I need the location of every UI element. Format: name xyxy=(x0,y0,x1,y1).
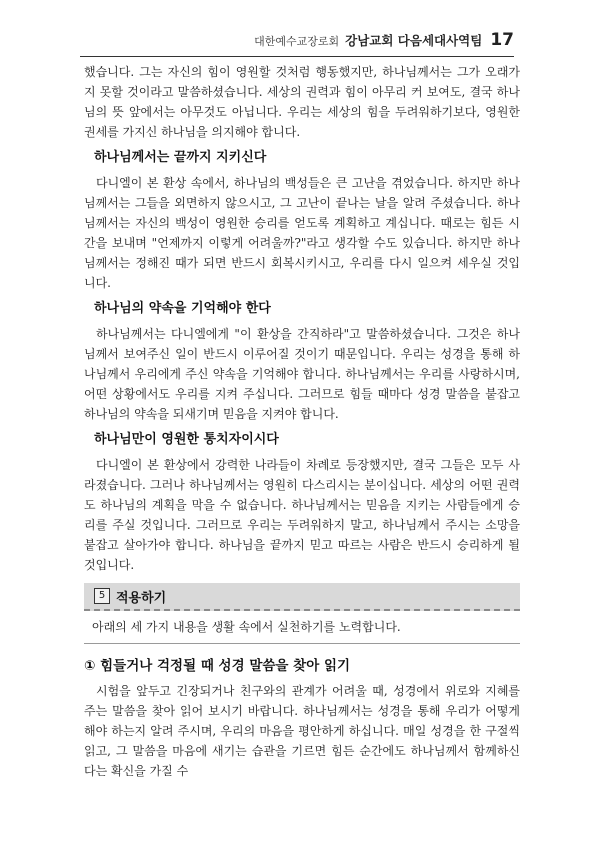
team-name: 강남교회 다음세대사역팀 xyxy=(345,33,483,48)
apply-section-number: 5 xyxy=(94,588,110,604)
section-paragraph-protect: 다니엘이 본 환상 속에서, 하나님의 백성들은 큰 고난을 겪었습니다. 하지만 하나님께서는 그들을 외면하지 않으시고, 그 고난이 끝나는 날을 알려 주셨습니다. 하나님께서는 자신의 백성이 영원한 승리를 얻도록 계획하고 계십니다. 때로는 힘든 시간을 보내며 "언제까지 이렇게 어려울까?"라고 생각할 수도 있습니다. 하지만 하나님께서는 정해진 때가 되면 반드시 회복시키시고, 우리를 다시 일으켜 세우실 것입니다. xyxy=(84,176,520,290)
section-paragraph-ruler: 다니엘이 본 환상에서 강력한 나라들이 차례로 등장했지만, 결국 그들은 모두 사라졌습니다. 그러나 하나님께서는 영원히 다스리시는 분이십니다. 세상의 어떤 권력도 하나님의 계획을 막을 수 없습니다. 하나님께서는 믿음을 지키는 사람들에게 승리를 주실 것입니다. 그러므로 우리는 두려워하지 말고, 하나님께서 주시는 소망을 붙잡고 살아가야 합니다. 하나님을 끝까지 믿고 따르는 사람은 반드시 승리하게 될 것입니다. xyxy=(84,458,520,572)
apply-item-1-heading: ① 힘들거나 걱정될 때 성경 말씀을 찾아 읽기 xyxy=(84,658,351,674)
apply-section-title: 적용하기 xyxy=(116,590,167,606)
section-heading-ruler: 하나님만이 영원한 통치자이시다 xyxy=(94,432,279,447)
page-number: 17 xyxy=(490,30,514,50)
intro-paragraph: 했습니다. 그는 자신의 힘이 영원할 것처럼 행동했지만, 하나님께서는 그가 오래가지 못할 것이라고 말씀하셨습니다. 세상의 권력과 힘이 아무리 커 보여도, 결국 하나님의 뜻 앞에서는 아무것도 아닙니다. 우리는 세상의 힘을 두려워하기보다, 영원한 권세를 가지신 하나님을 의지해야 합니다. xyxy=(84,65,520,139)
section-heading-protect: 하나님께서는 끝까지 지키신다 xyxy=(94,150,267,165)
section-heading-promise: 하나님의 약속을 기억해야 한다 xyxy=(94,301,271,316)
page-header xyxy=(80,30,514,57)
page-content xyxy=(84,62,520,781)
apply-intro-text: 아래의 세 가지 내용을 생활 속에서 실천하기를 노력합니다. xyxy=(84,611,520,644)
section-paragraph-promise: 하나님께서는 다니엘에게 "이 환상을 간직하라"고 말씀하셨습니다. 그것은 하나님께서 보여주신 일이 반드시 이루어질 것이기 때문입니다. 우리는 성경을 통해 하나님께서 우리에게 주신 약속을 기억해야 합니다. 하나님께서는 우리를 사랑하시며, 어떤 상황에서도 우리를 지켜 주십니다. 그러므로 힘들 때마다 성경 말씀을 붙잡고 하나님의 약속을 되새기며 믿음을 지켜야 합니다. xyxy=(84,327,520,421)
church-name: 대한예수교장로회 xyxy=(254,35,340,48)
apply-section-bar xyxy=(84,583,520,611)
apply-item-1-paragraph: 시험을 앞두고 긴장되거나 친구와의 관계가 어려울 때, 성경에서 위로와 지혜를 주는 말씀을 찾아 읽어 보시기 바랍니다. 하나님께서는 성경을 통해 우리가 어떻게 해야 하는지 알려 주시며, 우리의 마음을 평안하게 하십니다. 매일 성경을 한 구절씩 읽고, 그 말씀을 마음에 새기는 습관을 기르면 힘든 순간에도 하나님께서 함께하신다는 확신을 가질 수 xyxy=(84,684,520,778)
